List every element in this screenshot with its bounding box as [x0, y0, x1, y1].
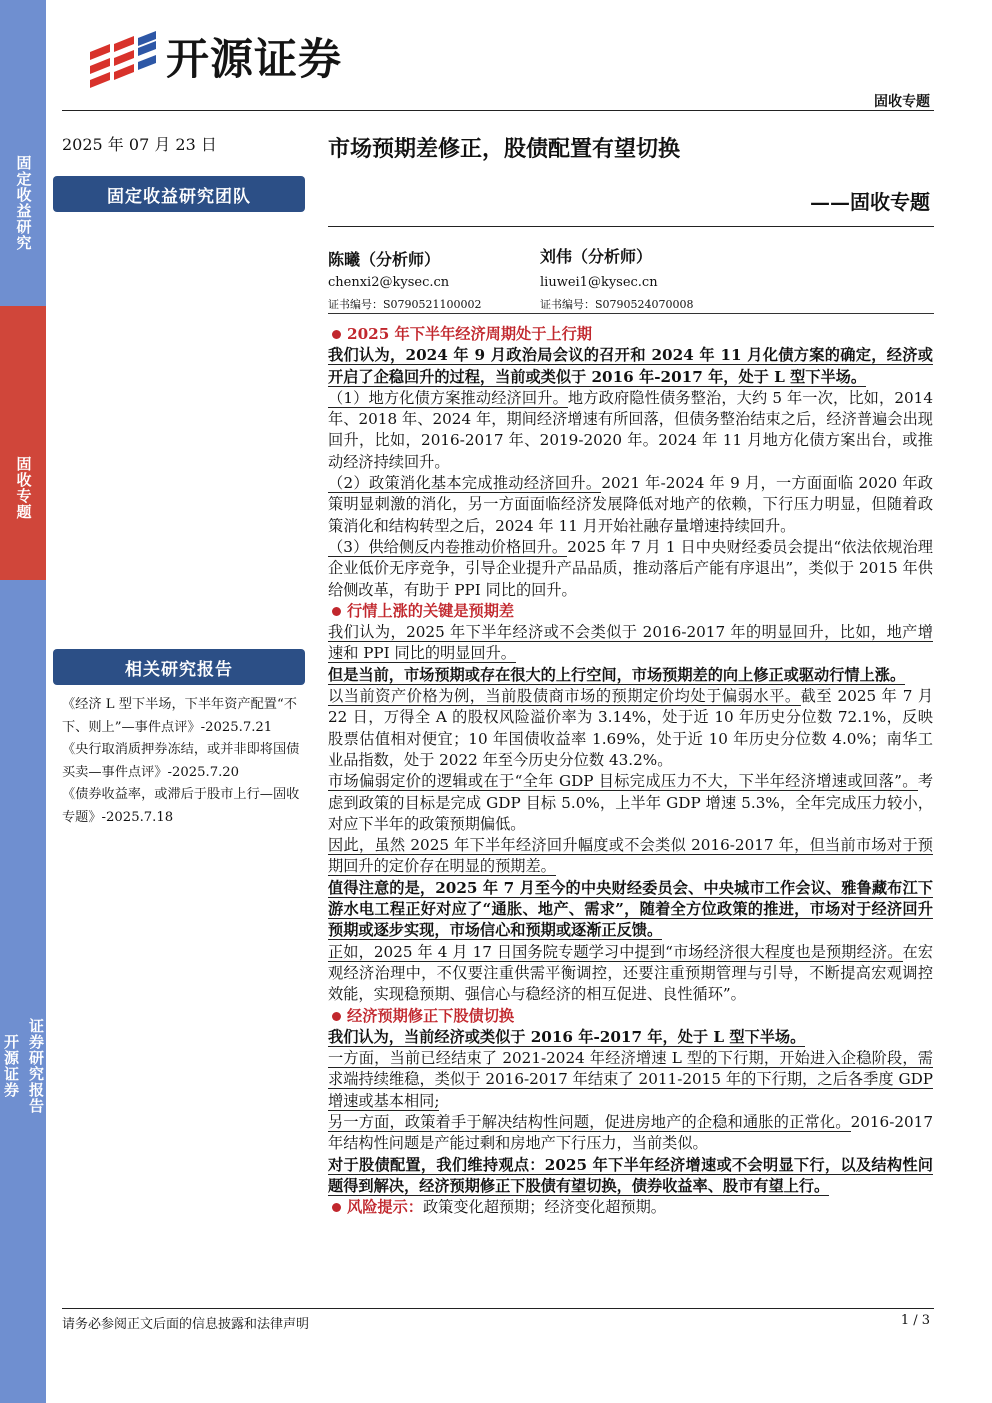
- bullet-icon: [332, 607, 341, 616]
- report-subtitle: ——固收专题: [810, 190, 930, 214]
- paragraph: 我们认为，2024 年 9 月政治局会议的召开和 2024 年 11 月化债方案的确定，经济或开启了企稳回升的过程，当前或类似于 2016 年-2017 年，处于 L 型下半场。: [328, 346, 933, 386]
- analyst-cert: 证书编号：S0790524070008: [540, 298, 694, 311]
- side-band-label: 固定收益研究: [14, 155, 33, 251]
- section-heading: 经济预期修正下股债切换: [328, 1006, 933, 1027]
- analyst-email[interactable]: chenxi2@kysec.cn: [328, 275, 450, 290]
- side-band: [0, 0, 46, 1403]
- analyst-name: 刘伟（分析师）: [540, 247, 653, 266]
- related-report-link[interactable]: 《经济 L 型下半场，下半年资产配置“不下、则上”—事件点评》-2025.7.21: [62, 697, 297, 735]
- analyst-cert: 证书编号：S0790521100002: [328, 298, 482, 311]
- brand-name: 开源证券: [166, 35, 342, 85]
- footer-disclaimer: 请务必参阅正文后面的信息披露和法律声明: [62, 1317, 310, 1332]
- paragraph: 值得注意的是，2025 年 7 月至今的中央财经委员会、中央城市工作会议、雅鲁藏布江下游水电工程正好对应了“通胀、地产、需求”，随着全方位政策的推进，市场对于经济回升预期或逐步实现，市场信心和预期或逐渐正反馈。: [328, 878, 933, 940]
- related-report-link[interactable]: 《债券收益率，或滞后于股市上行—固收专题》-2025.7.18: [62, 787, 300, 825]
- report-title: 市场预期差修正，股债配置有望切换: [328, 136, 681, 162]
- side-band-topic: [0, 306, 46, 580]
- paragraph: 正如，2025 年 4 月 17 日国务院专题学习中提到“市场经济很大程度也是预期经济。在宏观经济治理中，不仅要注重供需平衡调控，还要注重预期管理与引导，不断提高宏观调控效能，实现稳预期、强信心与稳经济的相互促进、良性循环”。: [328, 942, 934, 1004]
- paragraph: 因此，虽然 2025 年下半年经济回升幅度或不会类似 2016-2017 年，但当前市场对于预期回升的定价存在明显的预期差。: [328, 836, 933, 876]
- side-band-research: [0, 0, 46, 306]
- title-divider: [328, 226, 934, 227]
- bullet-icon: [332, 1203, 341, 1212]
- paragraph: （2）政策消化基本完成推动经济回升。2021 年-2024 年 9 月，一方面面临 2020 年政策明显刺激的消化，另一方面面临经济发展降低对地产的依赖，下行压力明显，但随着政策消化和结构转型之后，2024 年 11 月开始社融存量增速持续回升。: [328, 474, 933, 535]
- related-reports-label: 相关研究报告: [53, 649, 305, 685]
- report-body: [328, 324, 933, 1218]
- paragraph: 市场偏弱定价的逻辑或在于“全年 GDP 目标完成压力不大，下半年经济增速或回落”。考虑到政策的目标是完成 GDP 目标 5.0%，上半年 GDP 增速 5.3%，全年完成压力较小，对应下半年的政策预期偏低。: [328, 772, 933, 833]
- header-divider: [62, 110, 934, 111]
- footer-divider: [62, 1308, 934, 1309]
- paragraph: 我们认为，当前经济或类似于 2016 年-2017 年，处于 L 型下半场。: [328, 1027, 806, 1046]
- paragraph: 一方面，当前已经结束了 2021-2024 年经济增速 L 型的下行期，开始进入企稳阶段，需求端持续维稳，类似于 2016-2017 年结束了 2011-2015 年的下行期，之后各季度 GDP 增速或基本相同;: [328, 1049, 933, 1110]
- section-heading: 行情上涨的关键是预期差: [328, 601, 933, 622]
- paragraph: 以当前资产价格为例，当前股债商市场的预期定价均处于偏弱水平。截至 2025 年 7 月 22 日，万得全 A 的股权风险溢价率为 3.14%，处于近 10 年历史分位数 72.1%，反映股票估值相对便宜；10 年国债收益率 1.69%，处于近 10 年历史分位数 4.0%；南华工业品指数，处于 2022 年至今历史分位数 43.2%。: [328, 687, 934, 769]
- team-label: 固定收益研究团队: [53, 176, 305, 212]
- paragraph: （3）供给侧反内卷推动价格回升。2025 年 7 月 1 日中央财经委员会提出“依法依规治理企业低价无序竞争，引导企业提升产品品质，推动落后产能有序退出”，类似于 2015 年供给侧改革，有助于 PPI 同比的回升。: [328, 537, 933, 599]
- bullet-icon: [332, 1012, 341, 1021]
- risk-note: 风险提示：政策变化超预期；经济变化超预期。: [328, 1197, 933, 1218]
- header-tag: 固收专题: [874, 94, 930, 110]
- author-divider: [328, 313, 934, 314]
- paragraph: 但是当前，市场预期或存在很大的上行空间，市场预期差的向上修正或驱动行情上涨。: [328, 665, 906, 684]
- bullet-icon: [332, 330, 341, 339]
- side-band-company: [0, 580, 46, 1403]
- related-report-link[interactable]: 《央行取消质押券冻结，或并非即将国债买卖—事件点评》-2025.7.20: [62, 742, 300, 780]
- side-band-label: 固收专题: [14, 456, 33, 520]
- analyst-name: 陈曦（分析师）: [328, 250, 441, 269]
- side-band-label: 证券研究报告: [27, 1017, 45, 1114]
- paragraph: （1）地方化债方案推动经济回升。地方政府隐性债务整治，大约 5 年一次，比如，2014 年、2018 年、2024 年，期间经济增速有所回落，但债务整治结束之后，经济普遍会出现回升，比如，2016-2017 年、2019-2020 年。2024 年 11 月地方化债方案出台，或推动经济持续回升。: [328, 388, 933, 471]
- section-heading: 2025 年下半年经济周期处于上行期: [328, 324, 933, 345]
- paragraph: 我们认为，2025 年下半年经济或不会类似于 2016-2017 年的明显回升，比如，地产增速和 PPI 同比的明显回升。: [328, 623, 933, 663]
- page-number: 1 / 3: [900, 1313, 930, 1328]
- paragraph: 另一方面，政策着手于解决结构性问题，促进房地产的企稳和通胀的正常化。2016-2017 年结构性问题是产能过剩和房地产下行压力，当前类似。: [328, 1112, 933, 1153]
- paragraph: 对于股债配置，我们维持观点：2025 年下半年经济增速或不会明显下行，以及结构性问题得到解决，经济预期修正下股债有望切换，债券收益率、股市有望上行。: [328, 1155, 933, 1195]
- side-band-label: 开源证券: [2, 1033, 20, 1098]
- related-reports-list: [62, 694, 310, 829]
- analyst-email[interactable]: liuwei1@kysec.cn: [540, 275, 658, 290]
- report-date: 2025 年 07 月 23 日: [62, 135, 217, 154]
- kaiyuan-logo-icon: [88, 30, 158, 88]
